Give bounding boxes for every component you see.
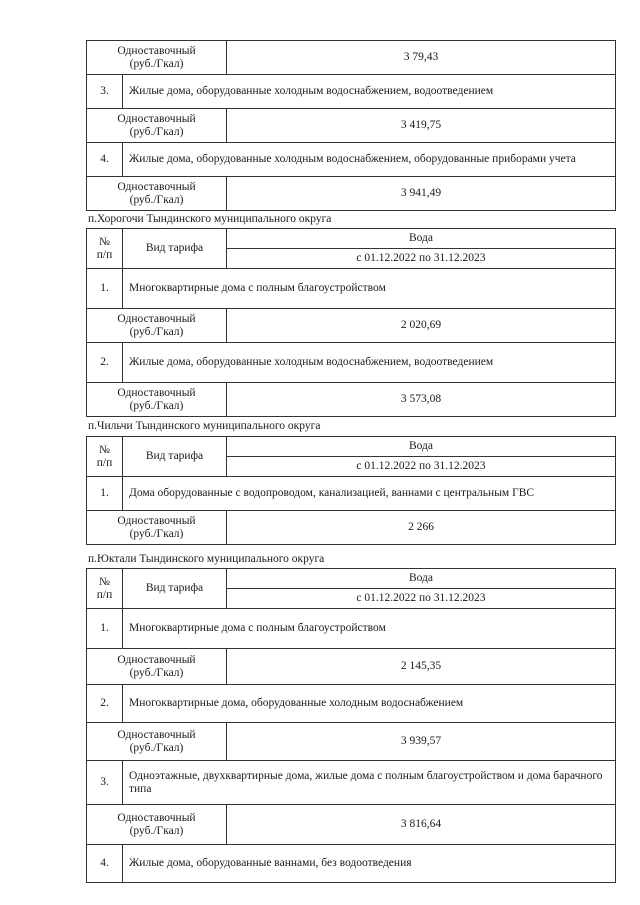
unit-label-line2: (руб./Гкал): [129, 325, 184, 338]
unit-cell: [87, 723, 227, 761]
tariff-value: 2 020,69: [227, 309, 616, 343]
table-row: [87, 845, 616, 883]
row-description: Жилые дома, оборудованные холодным водоснабжением, оборудованные приборами учета: [123, 143, 616, 177]
unit-label-line2: (руб./Гкал): [129, 399, 184, 412]
unit-cell: [87, 383, 227, 417]
tariff-value: 2 145,35: [227, 649, 616, 685]
table-row: [87, 177, 616, 211]
row-number: 1.: [87, 269, 123, 309]
table-row: [87, 477, 616, 511]
unit-label-line1: Одноставочный: [117, 514, 196, 527]
unit-label-line2: (руб./Гкал): [129, 824, 184, 837]
unit-label-line1: Одноставочный: [117, 811, 196, 824]
header-row: [87, 569, 616, 589]
section-title-chilchi: п.Чильчи Тындинского муниципального округа: [88, 420, 321, 432]
header-number: [87, 229, 123, 269]
row-description: Жилые дома, оборудованные холодным водоснабжением, водоотведением: [123, 343, 616, 383]
tariff-value: 3 939,57: [227, 723, 616, 761]
header-number-line1: №: [99, 575, 110, 588]
table-row: [87, 309, 616, 343]
table-row: [87, 343, 616, 383]
unit-label-line2: (руб./Гкал): [129, 741, 184, 754]
header-row: [87, 437, 616, 457]
row-number: 1.: [87, 477, 123, 511]
header-number: [87, 569, 123, 609]
unit-label-line1: Одноставочный: [117, 112, 196, 125]
section-title-yuktali: п.Юктали Тындинского муниципального округа: [88, 553, 325, 565]
row-description: Дома оборудованные с водопроводом, канализацией, ваннами с центральным ГВС: [123, 477, 616, 511]
unit-cell: [87, 109, 227, 143]
unit-label-line2: (руб./Гкал): [129, 125, 184, 138]
table-row: [87, 723, 616, 761]
table-row: [87, 761, 616, 805]
unit-label-line2: (руб./Гкал): [129, 666, 184, 679]
row-description: Одноэтажные, двухквартирные дома, жилые дома с полным благоустройством и дома барачного типа: [123, 761, 616, 805]
header-number-line2: п/п: [96, 456, 113, 469]
unit-cell: [87, 511, 227, 545]
row-number: 3.: [87, 75, 123, 109]
row-number: 2.: [87, 685, 123, 723]
tariff-value: 3 816,64: [227, 805, 616, 845]
unit-label-line1: Одноставочный: [117, 728, 196, 741]
header-period: с 01.12.2022 по 31.12.2023: [227, 457, 616, 477]
unit-cell: [87, 309, 227, 343]
row-description: Многоквартирные дома с полным благоустройством: [123, 269, 616, 309]
table-row: [87, 143, 616, 177]
unit-label-line2: (руб./Гкал): [129, 57, 184, 70]
table-row: [87, 685, 616, 723]
header-tariff-type: Вид тарифа: [123, 229, 227, 269]
table-row: [87, 511, 616, 545]
unit-cell: [87, 649, 227, 685]
header-resource: Вода: [227, 569, 616, 589]
table-row: [87, 383, 616, 417]
header-number-line1: №: [99, 443, 110, 456]
header-resource: Вода: [227, 437, 616, 457]
row-number: 4.: [87, 143, 123, 177]
row-description: Многоквартирные дома с полным благоустройством: [123, 609, 616, 649]
header-resource: Вода: [227, 229, 616, 249]
tariff-value: 3 941,49: [227, 177, 616, 211]
unit-cell: [87, 41, 227, 75]
tariff-table-khorogochi: [86, 228, 616, 417]
tariff-value: 2 266: [227, 511, 616, 545]
unit-label-line2: (руб./Гкал): [129, 527, 184, 540]
tariff-value: 3 573,08: [227, 383, 616, 417]
tariff-table-continued: [86, 40, 616, 211]
row-description: Многоквартирные дома, оборудованные холодным водоснабжением: [123, 685, 616, 723]
header-row: [87, 229, 616, 249]
table-row: [87, 609, 616, 649]
tariff-table-yuktali: [86, 568, 616, 883]
header-tariff-type: Вид тарифа: [123, 437, 227, 477]
row-number: 3.: [87, 761, 123, 805]
table-row: [87, 649, 616, 685]
table-row: [87, 109, 616, 143]
table-row: [87, 41, 616, 75]
tariff-value: 3 79,43: [227, 41, 616, 75]
table-row: [87, 269, 616, 309]
tariff-value: 3 419,75: [227, 109, 616, 143]
table-row: [87, 805, 616, 845]
unit-label-line1: Одноставочный: [117, 653, 196, 666]
header-number: [87, 437, 123, 477]
header-period: с 01.12.2022 по 31.12.2023: [227, 589, 616, 609]
row-description: Жилые дома, оборудованные ваннами, без водоотведения: [123, 845, 616, 883]
header-number-line2: п/п: [96, 248, 113, 261]
header-period: с 01.12.2022 по 31.12.2023: [227, 249, 616, 269]
unit-cell: [87, 805, 227, 845]
unit-cell: [87, 177, 227, 211]
header-tariff-type: Вид тарифа: [123, 569, 227, 609]
unit-label-line1: Одноставочный: [117, 312, 196, 325]
unit-label-line2: (руб./Гкал): [129, 193, 184, 206]
unit-label-line1: Одноставочный: [117, 180, 196, 193]
row-number: 2.: [87, 343, 123, 383]
unit-label-line1: Одноставочный: [117, 386, 196, 399]
row-description: Жилые дома, оборудованные холодным водоснабжением, водоотведением: [123, 75, 616, 109]
tariff-table-chilchi: [86, 436, 616, 545]
row-number: 1.: [87, 609, 123, 649]
unit-label-line1: Одноставочный: [117, 44, 196, 57]
table-row: [87, 75, 616, 109]
section-title-khorogochi: п.Хорогочи Тындинского муниципального округа: [88, 213, 332, 225]
row-number: 4.: [87, 845, 123, 883]
header-number-line2: п/п: [96, 588, 113, 601]
header-number-line1: №: [99, 235, 110, 248]
